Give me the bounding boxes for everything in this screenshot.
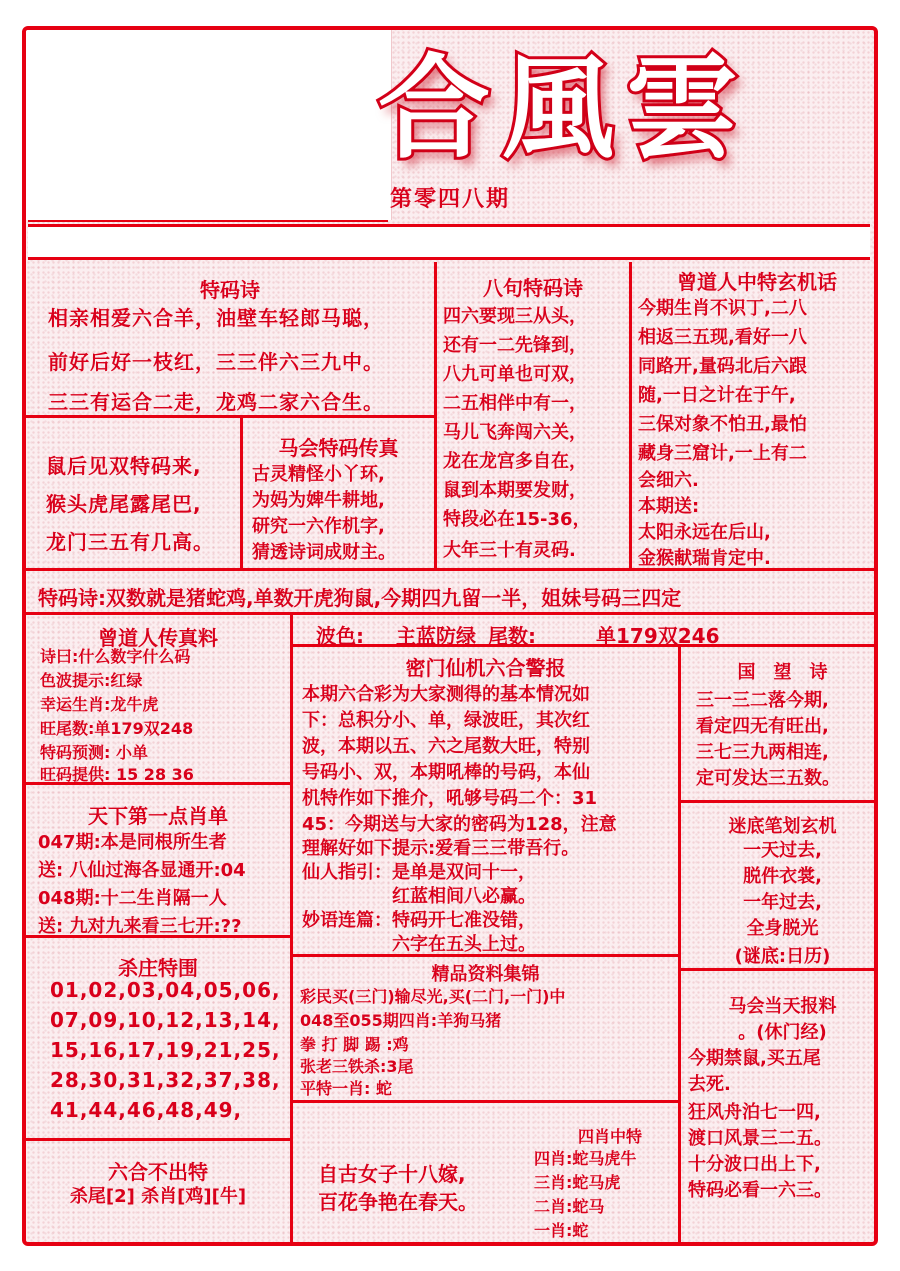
horse-fax-title: 马会特码传真 [278, 436, 399, 460]
horse-report-line: 十分波口出上下, [688, 1154, 821, 1175]
guowang-line: 三七三九两相连, [696, 742, 829, 763]
eight-lines-line: 大年三十有灵码. [443, 540, 576, 561]
divider-line [678, 968, 878, 971]
jingpin-title: 精品资料集锦 [431, 964, 540, 985]
poem1-line: 三三有运合二走，龙鸡二家六合生。 [48, 390, 384, 414]
rat-poem-line: 猴头虎尾露尾巴, [46, 492, 202, 516]
zengdao-talk-line: 会细六. [638, 470, 699, 491]
kill-numbers-line: 41,44,46,48,49, [50, 1098, 243, 1122]
rat-poem-line: 龙门三五有几高。 [46, 530, 214, 554]
zengdao-fax-title: 曾道人传真料 [98, 626, 218, 650]
mimen-line: 本期六合彩为大家测得的基本情况如 [302, 684, 590, 705]
divider-line [629, 262, 632, 568]
never-title: 六合不出特 [108, 1160, 208, 1184]
kill-numbers-line: 28,30,31,32,37,38, [50, 1068, 281, 1092]
four-zodiac-line: 四肖:蛇马虎牛 [534, 1149, 637, 1168]
horse-report-line: 特码必看一六三。 [688, 1180, 832, 1201]
divider-line [26, 612, 874, 615]
zengdao-fax-line: 诗曰:什么数字什么码 [40, 647, 191, 666]
tianxia-line: 048期:十二生肖隔一人 [38, 888, 227, 909]
notice-bar [28, 224, 870, 260]
never-line: 杀尾[2] 杀肖[鸡][牛] [69, 1186, 247, 1207]
horse-fax-line: 研究一六作机字, [252, 516, 385, 537]
masthead-logo: 合風雲 [378, 43, 750, 174]
kill-numbers-line: 15,16,17,19,21,25, [50, 1038, 281, 1062]
zengdao-talk-line: 藏身三窟计,一上有二 [638, 443, 807, 464]
divider-line [26, 1138, 290, 1141]
riddle-line: 一天过去, [743, 840, 822, 861]
jingpin-line: 彩民买(三门)输尽光,买(二门,一门)中 [300, 987, 566, 1006]
four-zodiac-line: 一肖:蛇 [534, 1221, 589, 1240]
tail-number-label: 尾数: [488, 624, 536, 648]
mimen-line: 妙语连篇：特码开七准没错， [302, 910, 536, 931]
jingpin-line: 张老三铁杀:3尾 [300, 1057, 414, 1076]
zengdao-talk-line: 随,一日之计在于午, [638, 385, 796, 406]
eight-lines-line: 鼠到本期要发财， [443, 480, 587, 501]
masthead-blank-area [26, 30, 392, 220]
jingpin-line: 拳 打 脚 踢 :鸡 [300, 1035, 409, 1054]
zengdao-fax-line: 色波提示:红绿 [40, 671, 143, 690]
horse-report-subtitle: 。(休门经) [738, 1022, 827, 1043]
masthead-rule [28, 220, 388, 222]
mimen-line: 红蓝相间八必赢。 [302, 886, 536, 907]
riddle-line: 全身脱光 [746, 918, 819, 939]
four-zodiac-line: 二肖:蛇马 [534, 1197, 605, 1216]
zengdao-talk-line: 相返三五现,看好一八 [638, 327, 807, 348]
mimen-line: 机特作如下推介，吼够号码二个：31 [302, 788, 598, 809]
riddle-title: 迷底笔划玄机 [728, 816, 837, 837]
guowang-line: 看定四无有旺出, [696, 716, 829, 737]
eight-lines-line: 龙在龙宫多自在， [443, 451, 587, 472]
riddle-line: 一年过去, [743, 892, 822, 913]
zengdao-talk-line: 金猴献瑞肯定中. [638, 548, 771, 569]
banner-poem: 特码诗:双数就是猪蛇鸡,单数开虎狗鼠,今期四九留一半，姐妹号码三四定 [38, 586, 682, 610]
eight-lines-line: 四六要现三从头， [443, 306, 587, 327]
guowang-title: 国 望 诗 [737, 662, 828, 683]
eight-lines-line: 特段必在15-36， [443, 509, 591, 530]
kill-numbers-line: 01,02,03,04,05,06, [50, 978, 281, 1002]
verse-line: 自古女子十八嫁, [318, 1162, 466, 1186]
guowang-line: 定可发达三五数。 [696, 768, 840, 789]
horse-report-line: 今期禁鼠,买五尾 [688, 1048, 821, 1069]
rat-poem-line: 鼠后见双特码来, [46, 454, 202, 478]
divider-line [290, 612, 293, 1246]
tianxia-line: 送: 九对九来看三七开:?? [38, 916, 242, 937]
poem1-title: 特码诗 [200, 278, 260, 302]
eight-lines-title: 八句特码诗 [483, 276, 583, 300]
jingpin-line: 048至055期四肖:羊狗马猪 [300, 1011, 502, 1030]
mimen-line: 仙人指引：是单是双问十一， [302, 862, 536, 883]
zengdao-talk-line: 太阳永远在后山, [638, 522, 771, 543]
mimen-line: 号码小、双，本期吼棒的号码，本仙 [302, 762, 590, 783]
eight-lines-line: 二五相伴中有一， [443, 393, 587, 414]
color-wave-value: 主蓝防绿 [396, 624, 476, 648]
jingpin-line: 平特一肖: 蛇 [300, 1079, 392, 1098]
zengdao-talk-title: 曾道人中特玄机话 [677, 270, 837, 294]
verse-line: 百花争艳在春天。 [318, 1190, 478, 1214]
horse-fax-line: 古灵精怪小丫环, [252, 464, 385, 485]
newspaper-sheet [22, 26, 878, 1246]
zengdao-fax-line: 幸运生肖:龙牛虎 [40, 695, 159, 714]
eight-lines-line: 马儿飞奔闯六关， [443, 422, 587, 443]
kill-title: 杀庄特围 [118, 956, 198, 980]
tianxia-line: 送: 八仙过海各显通开:04 [38, 860, 246, 881]
riddle-line: 脱件衣裳, [743, 866, 822, 887]
tail-number-value: 单179双246 [596, 624, 720, 648]
zengdao-talk-line: 今期生肖不识丁,二八 [638, 298, 807, 319]
eight-lines-line: 八九可单也可双， [443, 364, 587, 385]
poem1-line: 前好后好一枝红，三三伴六三九中。 [48, 350, 384, 374]
color-wave-label: 波色: [316, 624, 364, 648]
riddle-answer: (谜底:日历) [734, 946, 831, 967]
horse-fax-line: 为妈为婢牛耕地, [252, 490, 385, 511]
horse-fax-line: 猜透诗词成财主。 [252, 542, 396, 563]
issue-number: 第零四八期 [390, 187, 511, 212]
divider-line [678, 800, 878, 803]
zengdao-talk-line: 三保对象不怕丑,最怕 [638, 414, 807, 435]
tianxia-title: 天下第一点肖单 [88, 804, 228, 828]
divider-line [290, 1100, 678, 1103]
zengdao-fax-line: 特码预测: 小单 [40, 743, 148, 762]
mimen-line: 45：今期送与大家的密码为128，注意 [302, 814, 617, 835]
mimen-title: 密门仙机六合警报 [405, 656, 566, 680]
horse-report-line: 去死. [688, 1074, 731, 1095]
divider-line [290, 644, 878, 647]
tianxia-line: 047期:本是同根所生者 [38, 832, 227, 853]
zengdao-fax-line: 旺尾数:单179双248 [40, 719, 194, 738]
mimen-line: 六字在五头上过。 [302, 934, 536, 955]
horse-report-line: 狂风舟泊七一四, [688, 1102, 821, 1123]
divider-line [26, 415, 437, 418]
mimen-line: 波，本期以五、六之尾数大旺，特别 [302, 736, 590, 757]
zengdao-talk-line: 同路开,量码北后六跟 [638, 356, 807, 377]
horse-report-title: 马会当天报料 [728, 996, 837, 1017]
horse-report-line: 渡口风景三二五。 [688, 1128, 832, 1149]
mimen-line: 下：总积分小、单，绿波旺，其次红 [302, 710, 590, 731]
poem1-line: 相亲相爱六合羊，油壁车轻郎马聪， [48, 306, 384, 330]
kill-numbers-line: 07,09,10,12,13,14, [50, 1008, 281, 1032]
guowang-line: 三一三二落今期, [696, 690, 829, 711]
four-zodiac-title: 四肖中特 [578, 1127, 643, 1146]
eight-lines-line: 还有一二先锋到， [443, 335, 587, 356]
zengdao-fax-line: 旺码提供: 15 28 36 [40, 765, 194, 784]
mimen-line: 理解好如下提示:爱看三三带吾行。 [302, 838, 580, 859]
zengdao-talk-line: 本期送: [638, 496, 700, 517]
four-zodiac-line: 三肖:蛇马虎 [534, 1173, 621, 1192]
